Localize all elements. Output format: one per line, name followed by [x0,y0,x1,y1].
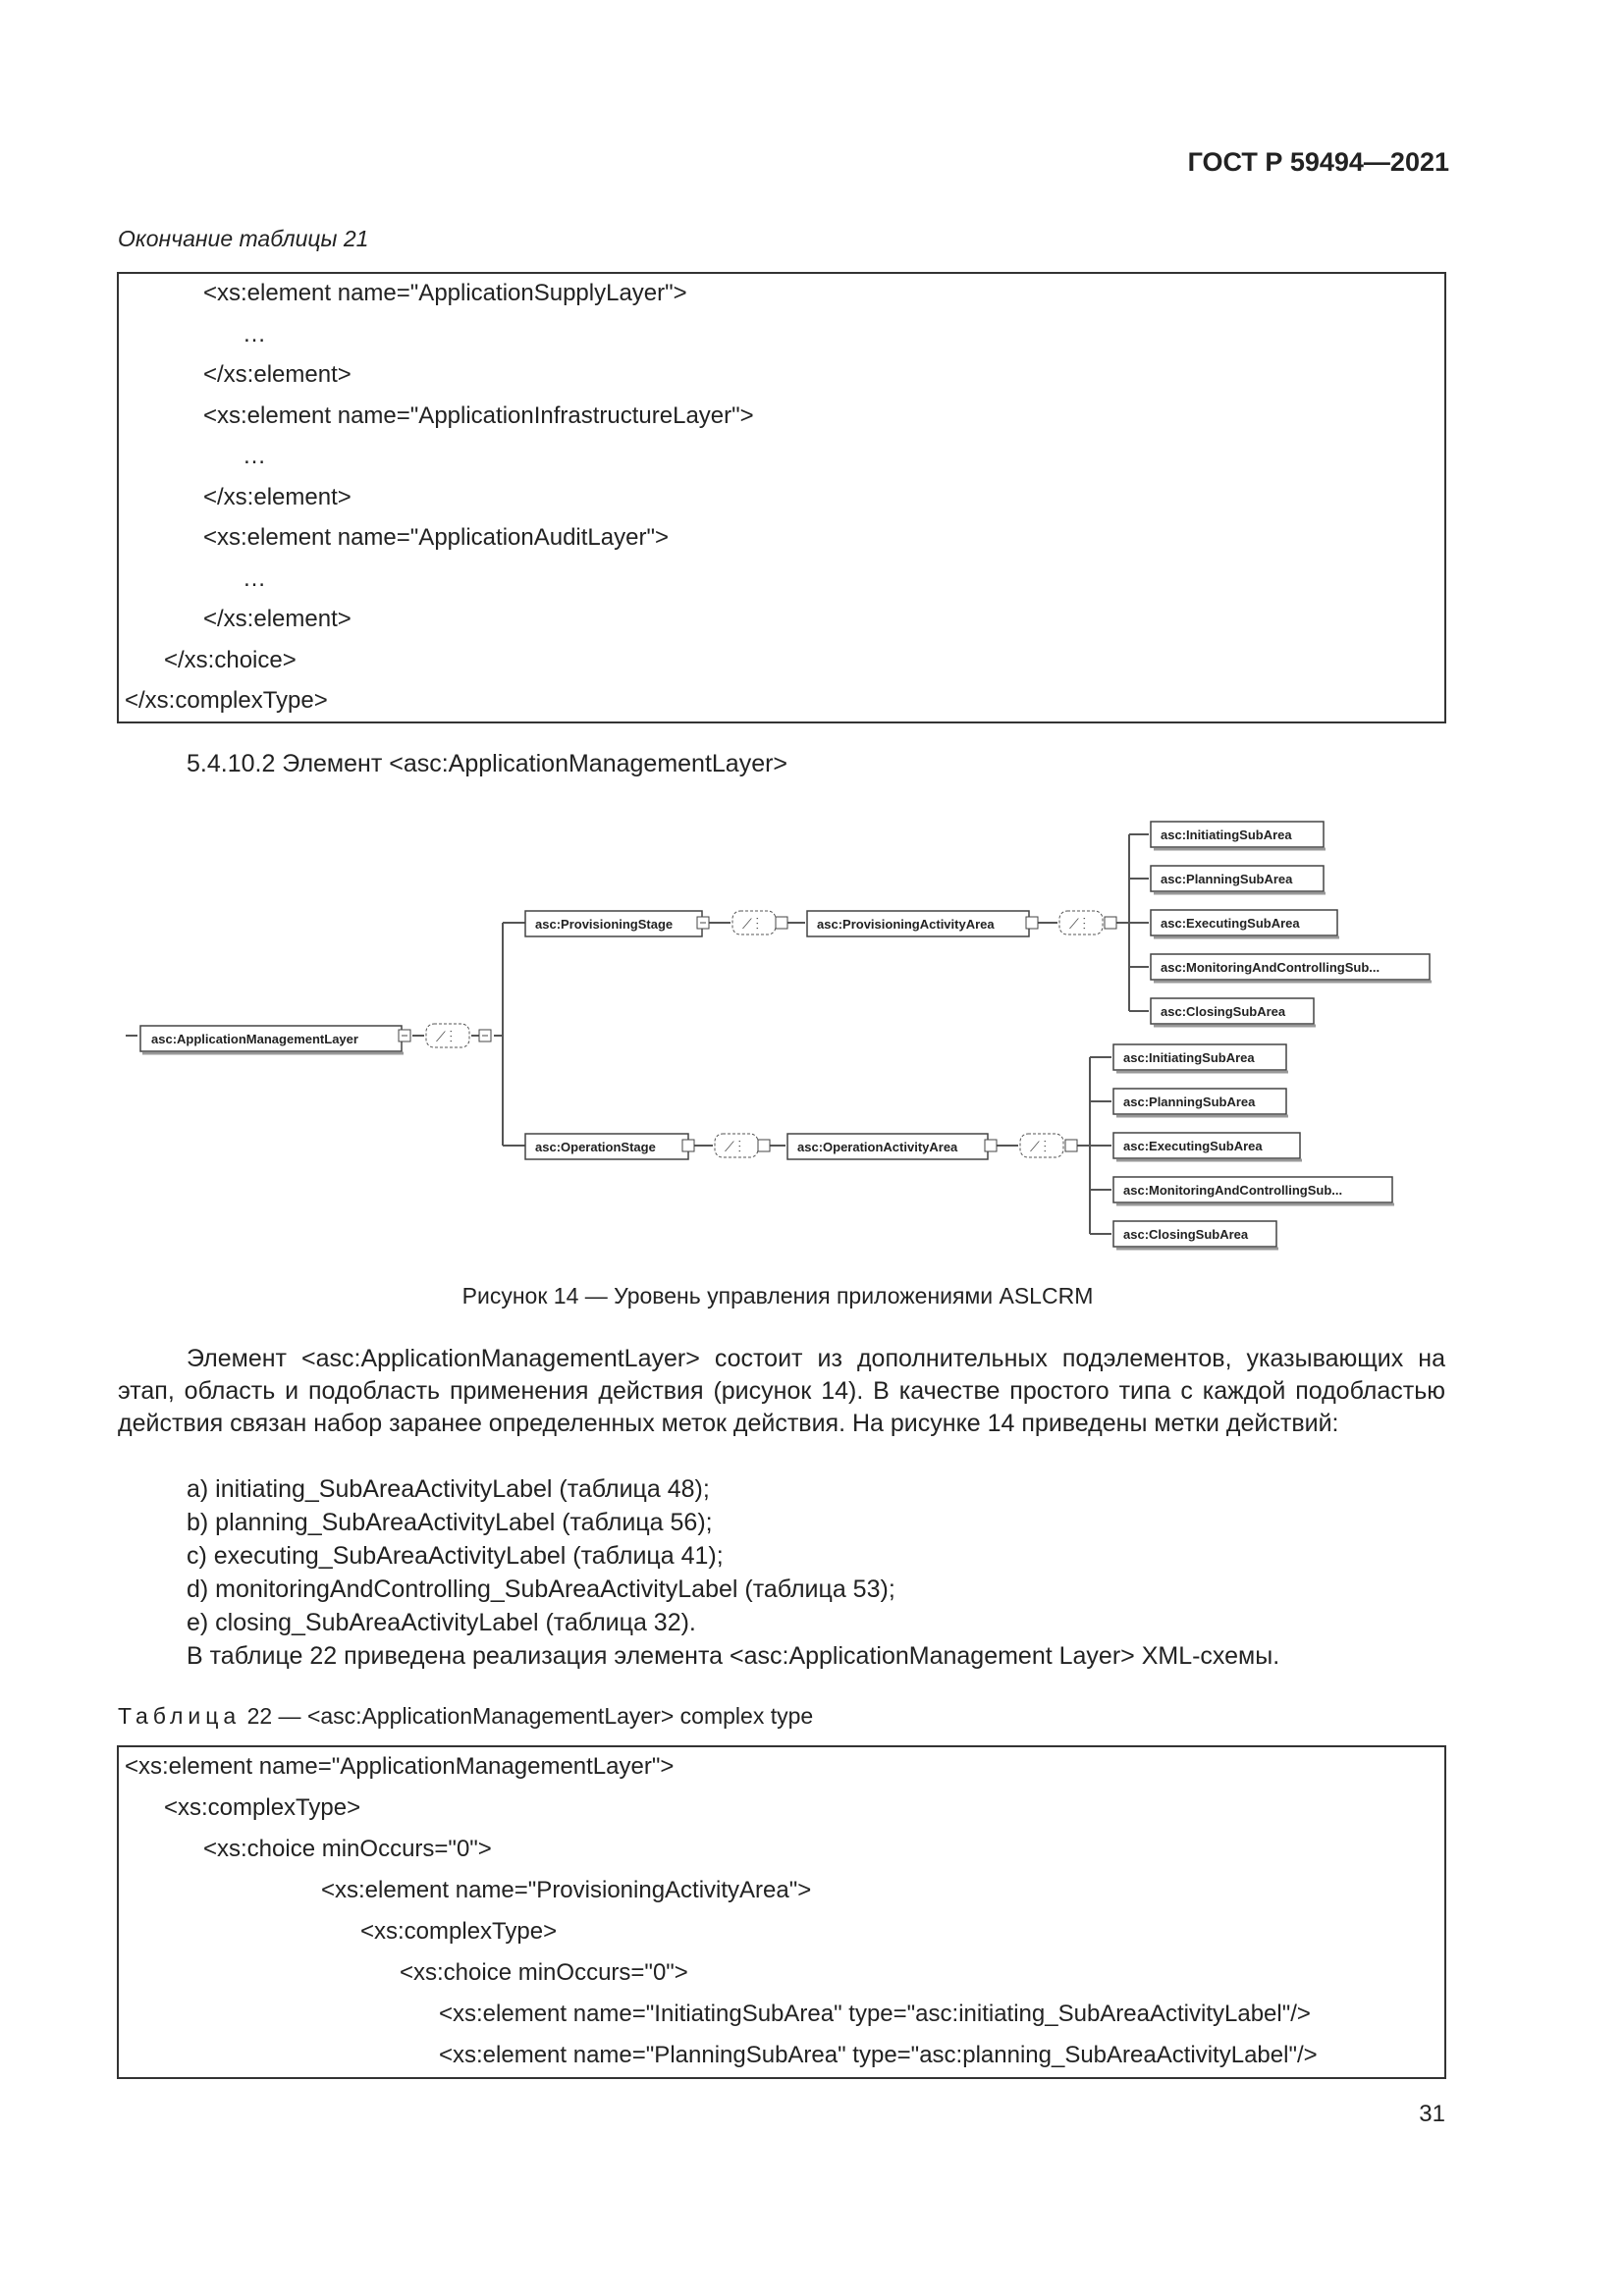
list-item: e) closing_SubAreaActivityLabel (таблица 32). [187,1609,696,1636]
table-22-caption [118,1703,813,1730]
standard-header: ГОСТ Р 59494—2021 [1187,147,1449,177]
svg-text:⟋ ⁝: ⟋ ⁝ [742,916,759,932]
operation-choice-icon [715,1134,770,1157]
operation-stage-box [525,1134,694,1159]
figure-caption: Рисунок 14 — Уровень управления приложениями ASLCRM [461,1283,1094,1308]
code-line: <xs:element name="ProvisioningActivityArea"> [321,1877,812,1903]
code-line: … [243,321,266,347]
diagram-subarea-label: asc:MonitoringAndControllingSub... [1123,1183,1343,1198]
provisioning-subareas [1151,822,1432,1026]
provisioning-area-box [807,911,1038,936]
code-line: <xs:complexType> [164,1794,361,1821]
code-line: <xs:element name="ApplicationSupplyLayer"> [203,280,687,306]
code-line: </xs:element> [203,484,352,510]
diagram-subarea-label: asc:ExecutingSubArea [1161,916,1300,931]
list-item: a) initiating_SubAreaActivityLabel (таблица 48); [187,1475,710,1503]
code-table-22 [117,1745,1446,2079]
list-item: В таблице 22 приведена реализация элемента <asc:ApplicationManagement Layer> XML-схемы. [187,1642,1280,1670]
list-item: c) executing_SubAreaActivityLabel (таблица 41); [187,1542,724,1570]
diagram-stage-label: asc:OperationStage [535,1140,656,1154]
diagram-subarea-label: asc:ClosingSubArea [1161,1004,1286,1019]
operation-area-box [787,1134,997,1159]
activity-label-list [187,1472,1279,1673]
diagram-area-label: asc:OperationActivityArea [797,1140,958,1154]
code-line: <xs:element name="ApplicationInfrastructureLayer"> [203,402,754,429]
provisioning-choice-icon [732,911,787,934]
diagram-subarea-label: asc:MonitoringAndControllingSub... [1161,960,1380,975]
code-line: <xs:element name="PlanningSubArea" type="asc:planning_SubAreaActivityLabel"/> [439,2042,1318,2068]
code-line: </xs:element> [203,606,352,632]
code-line: <xs:element name="ApplicationManagementLayer"> [125,1753,675,1780]
svg-text:⟋ ⁝: ⟋ ⁝ [1030,1139,1047,1154]
diagram-subarea-label: asc:PlanningSubArea [1123,1095,1256,1109]
section-heading: 5.4.10.2 Элемент <asc:ApplicationManagementLayer> [187,750,788,777]
diagram-area-label: asc:ProvisioningActivityArea [817,917,995,932]
code-line: </xs:complexType> [125,687,328,714]
svg-text:⟋ ⁝: ⟋ ⁝ [1069,916,1086,932]
body-paragraph [118,1343,1445,1440]
code-line: <xs:choice minOccurs="0"> [203,1836,492,1862]
code-line: <xs:choice minOccurs="0"> [400,1959,688,1986]
list-item: d) monitoringAndControlling_SubAreaActivityLabel (таблица 53); [187,1575,895,1603]
schema-diagram [0,805,1624,1276]
code-line: <xs:complexType> [360,1918,558,1945]
svg-text:⟋ ⁝: ⟋ ⁝ [725,1139,741,1154]
table-caption-word: Таблица [118,1703,242,1729]
root-element-box [140,1026,410,1053]
table-continuation-caption: Окончание таблицы 21 [118,226,369,251]
diagram-subarea-label: asc:InitiatingSubArea [1161,828,1292,842]
code-line: <xs:element name="InitiatingSubArea" type="asc:initiating_SubAreaActivityLabel"/> [439,2001,1311,2027]
diagram-subarea-label: asc:InitiatingSubArea [1123,1050,1255,1065]
code-line: <xs:element name="ApplicationAuditLayer"> [203,524,669,551]
diagram-subarea-label: asc:PlanningSubArea [1161,872,1293,886]
table-caption-text: 22 — <asc:ApplicationManagementLayer> complex type [241,1703,814,1729]
provisioning-stage-box [525,911,709,936]
root-choice-compositor-icon [426,1024,491,1047]
operation-subareas [1113,1044,1394,1249]
code-line: </xs:element> [203,361,352,388]
diagram-root-label: asc:ApplicationManagementLayer [151,1032,358,1046]
operation-area-choice-icon [1020,1134,1077,1157]
code-line: … [243,443,266,469]
diagram-subarea-label: asc:ClosingSubArea [1123,1227,1249,1242]
provisioning-area-choice-icon [1059,911,1116,934]
page-number: 31 [1419,2101,1445,2127]
code-table-21 [117,272,1446,723]
code-line: … [243,565,266,592]
svg-text:⟋ ⁝: ⟋ ⁝ [436,1029,453,1044]
paragraph-text: Элемент <asc:ApplicationManagementLayer> состоит из дополнительных подэлементов, указывающих на этап, область и подобласть применения действия (рисунок 14). В качестве простого типа с каждой подобластью действия связан набор заранее определенных меток действия. На рисунке 14 приведены метки действий: [118,1345,1445,1437]
diagram-subarea-label: asc:ExecutingSubArea [1123,1139,1263,1153]
diagram-stage-label: asc:ProvisioningStage [535,917,674,932]
code-line: </xs:choice> [164,647,297,673]
list-item: b) planning_SubAreaActivityLabel (таблица 56); [187,1509,713,1536]
